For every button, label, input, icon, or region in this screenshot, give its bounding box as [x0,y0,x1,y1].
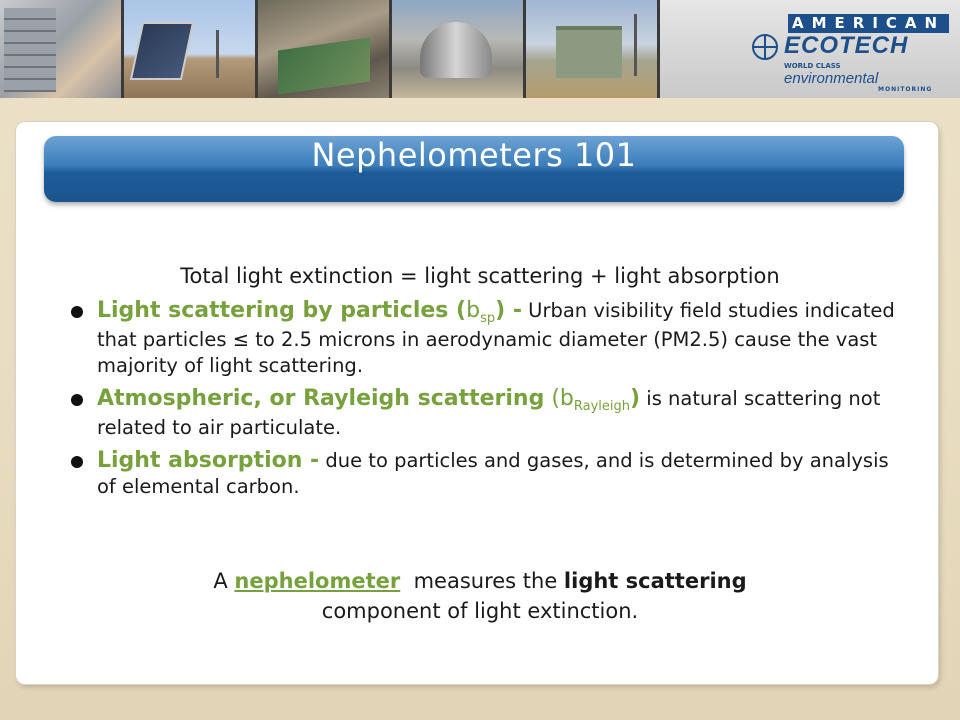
logo-world-class-text: WORLD CLASS [784,62,841,70]
company-logo [660,0,960,98]
globe-icon [752,34,778,60]
solar-panel-photo [124,0,255,98]
logo-monitoring-text: MONITORING [878,86,933,93]
bullet-dot-icon [71,394,83,406]
title-bar [44,136,904,202]
slide-title: Nephelometers 101 [311,136,637,174]
bullet-symbol: b [466,298,481,323]
logo-ecotech-text: ECOTECH [784,32,909,59]
bullet-dot-icon [71,456,83,468]
bullet-body: is natural scattering not related to air particulate. [97,387,881,439]
bullet-close: ) [630,386,641,411]
outro-prefix: A [213,569,235,593]
outro-emphasis: light scattering [563,569,747,593]
logo-american-text: AMERICAN [788,14,949,33]
bullet-subscript: Rayleigh [573,399,631,414]
bullet-lead: Light absorption - [97,448,320,473]
outro-line2: component of light extinction. [321,599,639,623]
bullet-item [70,386,910,441]
circuit-repair-photo [258,0,389,98]
bullet-lead: Atmospheric, or Rayleigh scattering [97,386,545,411]
bullet-symbol: (b [544,386,574,411]
nephelometer-link[interactable]: nephelometer [234,569,401,593]
air-sampler-photo [392,0,523,98]
bullet-item [70,298,910,379]
bullet-dot-icon [71,306,83,318]
bullet-close: ) - [495,298,522,323]
outro-middle: measures the [400,569,564,593]
logo-environmental-text: environmental [784,70,879,87]
bullet-lead: Light scattering by particles ( [97,298,467,323]
bullet-subscript: sp [480,311,496,326]
bullet-body: due to particles and gases, and is determined by analysis of elemental carbon. [97,449,889,498]
outro-statement [0,566,960,626]
monitoring-station-photo [526,0,657,98]
bullet-item [70,448,910,500]
intro-line: Total light extinction = light scattering + light absorption [180,264,780,288]
bullet-body: Urban visibility field studies indicated that particles ≤ to 2.5 microns in aerodynamic diameter (PM2.5) cause the vast majority of light scattering. [97,299,895,377]
header-banner [0,0,960,98]
bullet-list [70,298,910,507]
instrument-rack-photo [0,0,121,98]
